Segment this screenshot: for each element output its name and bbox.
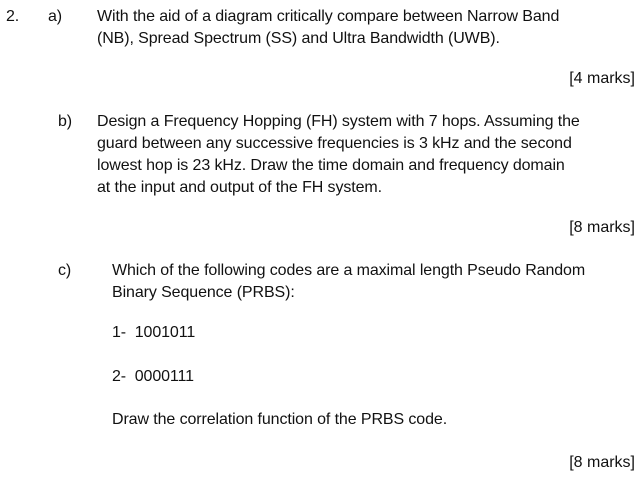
- part-a-marks: [4 marks]: [569, 70, 635, 87]
- part-a-text: [97, 6, 559, 50]
- part-a-label: a): [48, 8, 63, 25]
- part-b-line-2: guard between any successive frequencies is 3 kHz and the second: [97, 135, 572, 152]
- part-c-instruction: Draw the correlation function of the PRBS code.: [112, 411, 448, 428]
- part-c-text: [112, 260, 585, 304]
- part-b-label: b): [58, 113, 73, 130]
- part-b-marks: [8 marks]: [569, 219, 635, 236]
- part-a-line-1: With the aid of a diagram critically compare between Narrow Band: [97, 8, 560, 25]
- part-c-line-2: Binary Sequence (PRBS):: [112, 284, 295, 301]
- part-b-line-4: at the input and output of the FH system.: [97, 179, 382, 196]
- part-a-line-2: (NB), Spread Spectrum (SS) and Ultra Bandwidth (UWB).: [97, 30, 500, 47]
- part-b-text: [97, 111, 580, 199]
- question-number: 2.: [6, 8, 20, 25]
- part-c-marks: [8 marks]: [569, 454, 635, 471]
- part-c-option-2: 2- 0000111: [112, 368, 194, 385]
- part-b-line-3: lowest hop is 23 kHz. Draw the time domain and frequency domain: [97, 157, 565, 174]
- part-c-line-1: Which of the following codes are a maximal length Pseudo Random: [112, 262, 586, 279]
- part-c-label: c): [58, 262, 72, 279]
- part-c-option-1: 1- 1001011: [112, 324, 196, 341]
- part-b-line-1: Design a Frequency Hopping (FH) system with 7 hops. Assuming the: [97, 113, 580, 130]
